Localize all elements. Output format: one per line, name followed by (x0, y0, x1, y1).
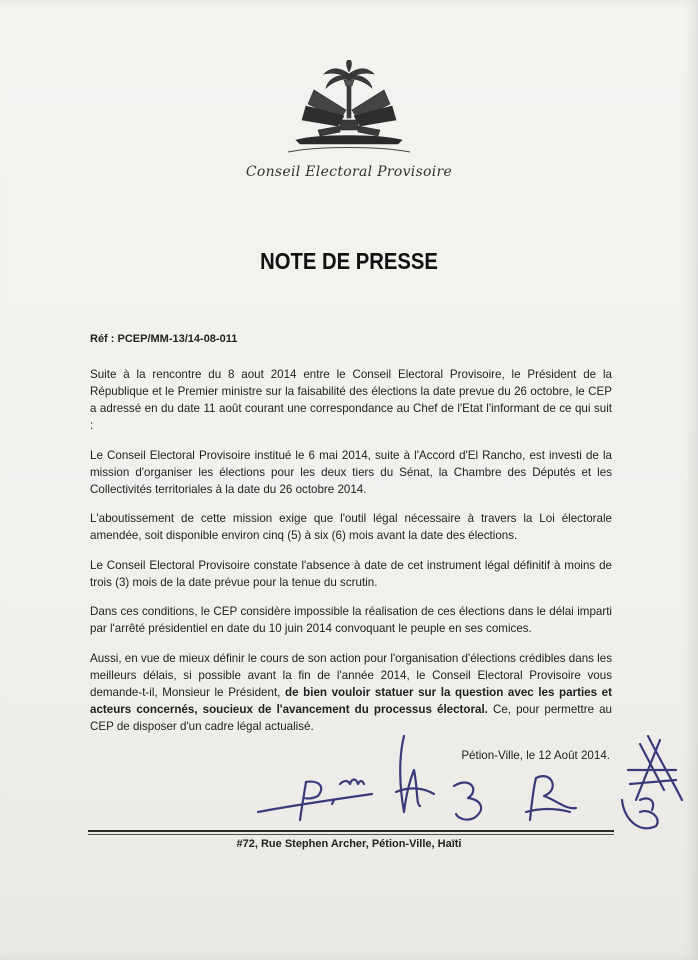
footer-rule-thick (88, 830, 614, 832)
paragraph-5 (90, 650, 612, 735)
paragraph-4: Dans ces conditions, le CEP considère impossible la réalisation de ces élections dans le délai imparti par l'arrêté présidentiel en date du 10 juin 2014 convoquant le peuple en ses comices. (90, 605, 612, 635)
footer-rule-thin (88, 834, 614, 835)
intro-paragraph: Suite à la rencontre du 8 aout 2014 entre le Conseil Electoral Provisoire, le Président de la République et le Premier ministre sur la faisabilité des élections la date prevue du 26 octobre, le CEP a adressé en du date 11 août courant une correspondance au Chef de l'Etat l'informant de ce qui suit : (90, 368, 612, 432)
page-title: NOTE DE PRESSE (260, 248, 438, 274)
date-line: Pétion-Ville, le 12 Août 2014. (461, 749, 610, 762)
haiti-coat-of-arms-icon (278, 60, 420, 155)
paragraph-5-bold: de bien vouloir statuer sur la question avec les parties et acteurs concernés, soucieux de l'avancement du processus électoral. (90, 685, 612, 716)
organization-name: Conseil Electoral Provisoire (245, 164, 453, 180)
reference-number: Réf : PCEP/MM-13/14-08-011 (90, 333, 238, 345)
paragraph-3: Le Conseil Electoral Provisoire constate l'absence à date de cet instrument légal définitif à moins de trois (3) mois de la date prévue pour la tenue du scrutin. (90, 558, 612, 589)
letter-body (90, 366, 612, 747)
footer-address: #72, Rue Stephen Archer, Pétion-Ville, Haïti (236, 838, 462, 850)
paragraph-5-end: Ce, pour permettre au CEP de disposer d'un cadre légal actualisé. (90, 702, 612, 733)
paragraph-5-start: Aussi, en vue de mieux définir le cours de son action pour l'organisation d'élections crédibles dans les meilleurs délais, si possible avant la fin de l'année 2014, le Conseil Electoral Provisoire vous demande-t-il, Monsieur le Président, (90, 651, 612, 699)
paragraph-1: Le Conseil Electoral Provisoire institué le 6 mai 2014, suite à l'Accord d'El Rancho, est investi de la mission d'organiser les élections pour les deux tiers du Sénat, la Chambre des Députés et les Collectivités territoriales à la date du 26 octobre 2014. (90, 448, 612, 496)
paragraph-2: L'aboutissement de cette mission exige que l'outil légal nécessaire à travers la Loi électorale amendée, soit disponible environ cinq (5) à six (6) mois avant la date des élections. (90, 512, 612, 542)
